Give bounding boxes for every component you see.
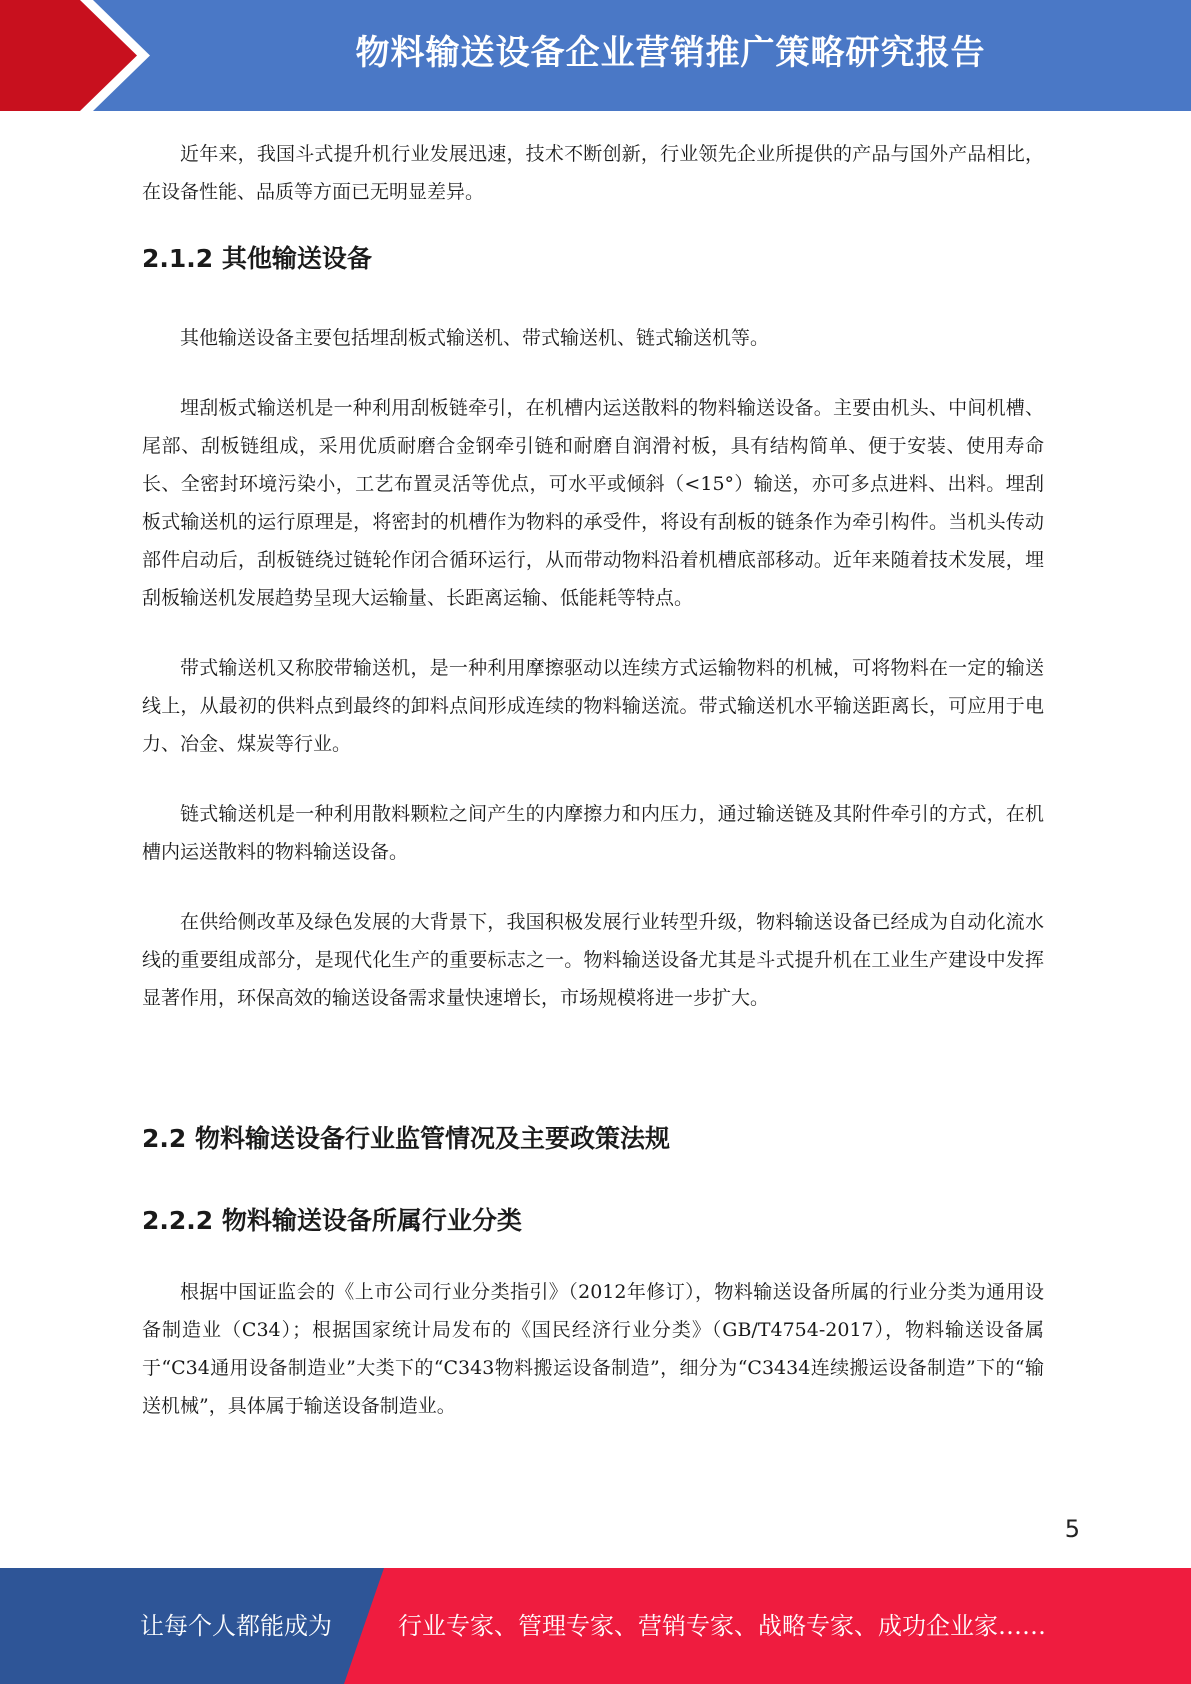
paragraph-other-equipment: 其他输送设备主要包括埋刮板式输送机、带式输送机、链式输送机等。	[180, 327, 770, 349]
heading-2-2-2: 2.2.2 物料输送设备所属行业分类	[142, 1206, 522, 1235]
page-footer	[0, 1568, 1191, 1684]
header-chevron-graphic	[0, 0, 170, 111]
footer-slogan-left: 让每个人都能成为	[140, 1612, 332, 1640]
page-number: 5	[1064, 1515, 1080, 1543]
footer-slogan-right: 行业专家、管理专家、营销专家、战略专家、成功企业家……	[398, 1612, 1046, 1640]
page-header	[0, 0, 1191, 111]
header-title: 物料输送设备企业营销推广策略研究报告	[355, 33, 986, 73]
paragraph-chain-conveyor: 链式输送机是一种利用散料颗粒之间产生的内摩擦力和内压力，通过输送链及其附件牵引的方式，在机槽内运送散料的物料输送设备。	[142, 803, 1044, 863]
document-body	[142, 110, 1044, 1425]
paragraph-scraper-conveyor: 埋刮板式输送机是一种利用刮板链牵引，在机槽内运送散料的物料输送设备。主要由机头、中间机槽、尾部、刮板链组成，采用优质耐磨合金钢牵引链和耐磨自润滑衬板，具有结构简单、便于安装、使用寿命长、全密封环境污染小，工艺布置灵活等优点，可水平或倾斜（<15°）输送，亦可多点进料、出料。埋刮板式输送机的运行原理是，将密封的机槽作为物料的承受件，将设有刮板的链条作为牵引构件。当机头传动部件启动后，刮板链绕过链轮作闭合循环运行，从而带动物料沿着机槽底部移动。近年来随着技术发展，埋刮板输送机发展趋势呈现大运输量、长距离运输、低能耗等特点。	[142, 397, 1044, 609]
paragraph-market-outlook: 在供给侧改革及绿色发展的大背景下，我国积极发展行业转型升级，物料输送设备已经成为自动化流水线的重要组成部分，是现代化生产的重要标志之一。物料输送设备尤其是斗式提升机在工业生产建设中发挥显著作用，环保高效的输送设备需求量快速增长，市场规模将进一步扩大。	[142, 911, 1044, 1009]
heading-2-2: 2.2 物料输送设备行业监管情况及主要政策法规	[142, 1124, 670, 1153]
intro-paragraph: 近年来，我国斗式提升机行业发展迅速，技术不断创新，行业领先企业所提供的产品与国外产品相比，在设备性能、品质等方面已无明显差异。	[142, 143, 1044, 203]
heading-2-1-2: 2.1.2 其他输送设备	[142, 244, 372, 273]
paragraph-industry-classification: 根据中国证监会的《上市公司行业分类指引》（2012年修订），物料输送设备所属的行业分类为通用设备制造业（C34）；根据国家统计局发布的《国民经济行业分类》（GB/T4754-2017），物料输送设备属于“C34通用设备制造业”大类下的“C343物料搬运设备制造”，细分为“C3434连续搬运设备制造”下的“输送机械”，具体属于输送设备制造业。	[142, 1281, 1044, 1417]
paragraph-belt-conveyor: 带式输送机又称胶带输送机，是一种利用摩擦驱动以连续方式运输物料的机械，可将物料在一定的输送线上，从最初的供料点到最终的卸料点间形成连续的物料输送流。带式输送机水平输送距离长，可应用于电力、冶金、煤炭等行业。	[142, 657, 1044, 755]
